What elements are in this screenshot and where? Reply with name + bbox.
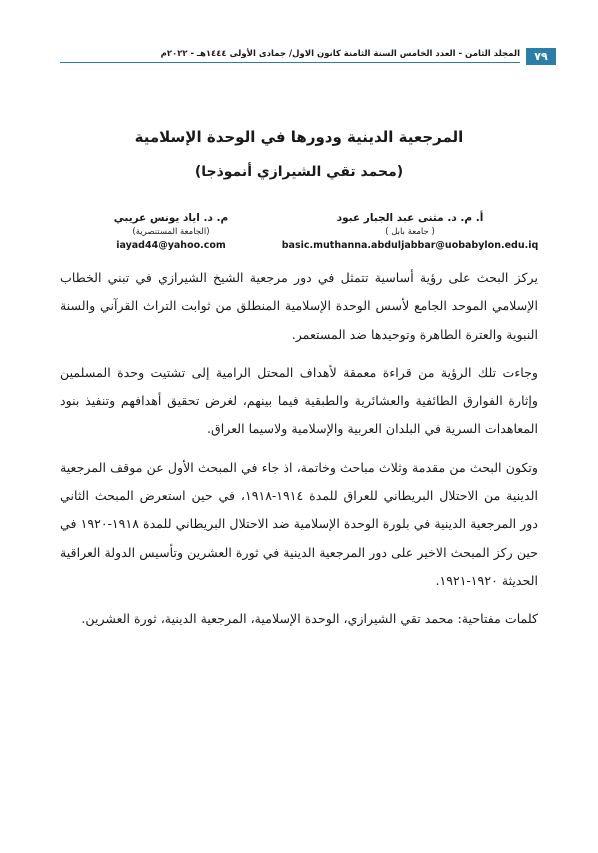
abstract-paragraph: وتكون البحث من مقدمة وثلاث مباحث وخاتمة، اذ جاء في المبحث الأول عن موقف المرجعية الدينية من الاحتلال البريطاني للعراق للمدة ١٩١٤-١٩١٨، في حين استعرض المبحث الثاني دور المرجعية الدينية في بلورة الوحدة الإسلامية ضد الاحتلال البريطاني للمدة ١٩١٨-١٩٢٠ في حين ركز المبحث الاخير على دور المرجعية الدينية في ثورة العشرين وتأسيس الدولة العراقية الحديثة ١٩٢٠-١٩٢١. xyxy=(60,459,538,588)
article-subtitle: (محمد تقي الشيرازي أنموذجا) xyxy=(194,164,404,180)
article-title: المرجعية الدينية ودورها في الوحدة الإسلامية xyxy=(134,128,464,146)
abstract-paragraph: وجاءت تلك الرؤية من قراءة معمقة لأهداف المحتل الرامية إلى تشتيت وحدة المسلمين وإثارة الفوارق الطائفية والعشائرية والطبقية فيما بينهم، لغرض تحقيق أهدافهم وتنفيذ بنود المعاهدات السرية في البلدان العربية والإسلامية ولاسيما العراق. xyxy=(60,364,538,437)
author-block-1 xyxy=(278,212,542,251)
keywords: كلمات مفتاحية: محمد تقي الشيرازي، الوحدة الإسلامية، المرجعية الدينية، ثورة العشرين. xyxy=(81,611,538,627)
author-affiliation: ( جامعة بابل ) xyxy=(385,227,435,237)
author-email[interactable]: basic.muthanna.abduljabbar@uobabylon.edu.iq xyxy=(281,240,539,251)
author-name: م. د. اياد يونس عريبي xyxy=(113,212,229,224)
page-number: ٧٩ xyxy=(526,48,556,65)
author-email[interactable]: iayad44@yahoo.com xyxy=(116,240,226,251)
abstract xyxy=(60,264,538,644)
author-block-2 xyxy=(96,212,246,251)
author-name: أ. م. د. مثنى عبد الجبار عبود xyxy=(336,212,484,224)
running-header xyxy=(60,48,548,65)
author-affiliation: (الجامعة المستنصرية) xyxy=(132,227,210,237)
abstract-paragraph: يركز البحث على رؤية أساسية تتمثل في دور مرجعية الشيخ الشيرازي في تبني الخطاب الإسلامي الموحد الجامع لأسس الوحدة الإسلامية المنطلق من ثوابت التراث القرآني والسنة النبوية والعترة الطاهرة وتوحيدها ضد المستعمر. xyxy=(60,270,538,342)
journal-info: المجلد الثامن - العدد الخامس السنة الثامنة كانون الاول/ جمادى الأولى ١٤٤٤هـ - ٢٠٢٢م xyxy=(160,49,520,59)
header-rule xyxy=(60,62,520,63)
